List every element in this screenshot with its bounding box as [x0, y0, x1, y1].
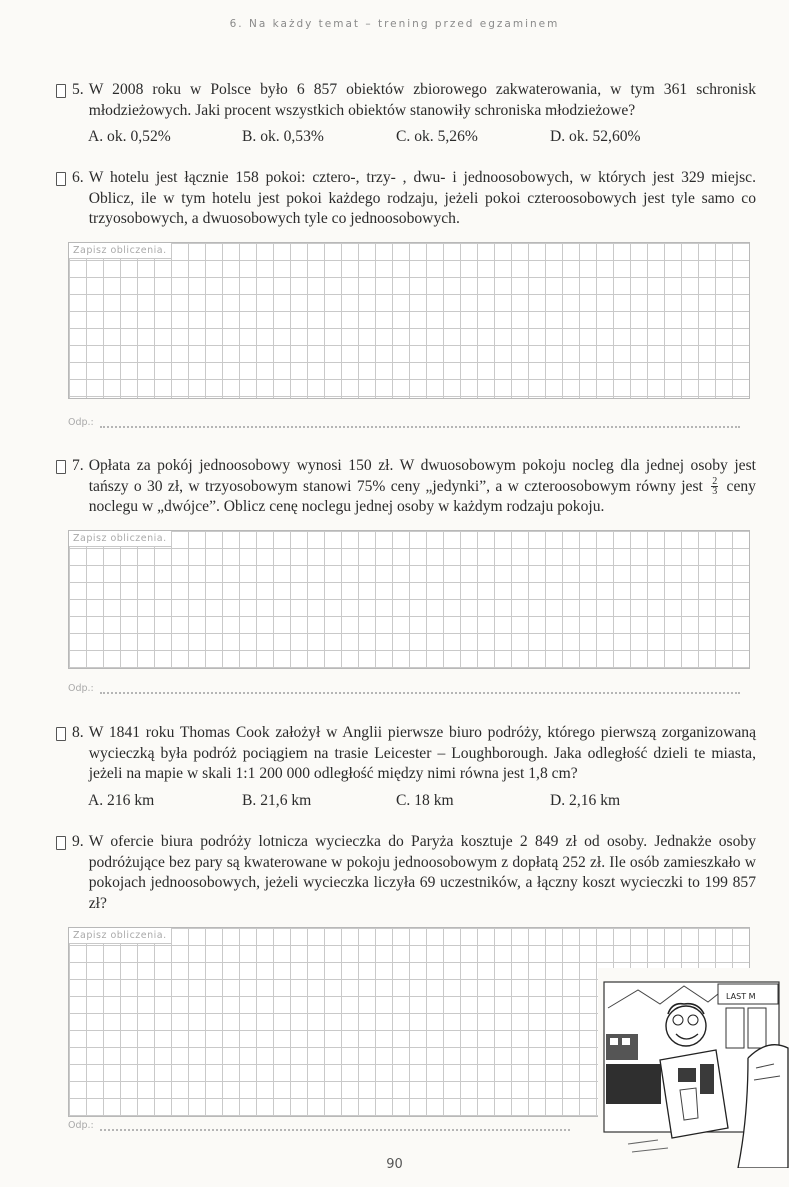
task-6-text: W hotelu jest łącznie 158 pokoi: cztero-, trzy- , dwu- i jednoosobowych, w których jest 329 miejsc. Oblicz, ile w tym hotelu jest pokoi każdego rodzaju, jeżeli pokoi czteroosobowych jest tyle samo co trzyosobowych, a dwuosobowych tyle co jednoosobowych. — [88, 169, 756, 227]
answer-option-d[interactable]: D. 2,16 km — [550, 791, 621, 809]
task-9-text: W ofercie biura podróży lotnicza wycieczka do Paryża kosztuje 2 849 zł od osoby. Jednakże osoby podróżujące bez pary są kwaterowane w pokoju jednoosobowym z dopłatą 252 zł. Ile osób zamieszkało w pokojach jednoosobowych, jeżeli wycieczka liczyła 69 uczestników, a łączny koszt wycieczki to 199 857 zł? — [88, 833, 756, 912]
answer-option-c[interactable]: C. 18 km — [396, 791, 454, 809]
task-7-text-part-1: Opłata za pokój jednoosobowy wynosi 150 zł. W dwuosobowym pokoju nocleg dla jednej osoby jest tańszy o 30 zł, w trzyosobowym stanowi 75% ceny „jedynki”, a w czteroosobowym równy jest — [88, 457, 756, 495]
fraction-numerator: 2 — [712, 476, 718, 488]
task-6 — [56, 168, 756, 230]
running-header: 6. Na każdy temat – trening przed egzaminem — [229, 18, 560, 30]
answer-label: Odp.: — [68, 417, 94, 428]
answer-option-b[interactable]: B. ok. 0,53% — [242, 128, 324, 145]
task-7-text-part-2: ceny noclegu w „dwójce”. Oblicz cenę noclegu jednej osoby w każdym rodzaju pokoju. — [88, 477, 756, 515]
answer-option-a[interactable]: A. 216 km — [88, 791, 155, 809]
task-7 — [56, 456, 756, 518]
task-6-checkbox[interactable] — [56, 172, 66, 186]
calc-grid-label: Zapisz obliczenia. — [69, 243, 172, 259]
task-7-text — [89, 456, 756, 518]
task-8 — [56, 723, 756, 811]
sign-text: LAST M — [726, 992, 756, 1001]
answer-label: Odp.: — [68, 683, 94, 694]
answer-line-task-9[interactable] — [68, 1120, 570, 1131]
calc-grid-task-6[interactable] — [68, 242, 750, 399]
answer-dots — [100, 1121, 570, 1131]
task-5-checkbox[interactable] — [56, 84, 66, 98]
answer-line-task-7[interactable] — [68, 683, 740, 694]
calc-grid-task-7[interactable] — [68, 530, 750, 669]
task-9 — [56, 832, 756, 914]
fraction-two-thirds — [711, 477, 718, 496]
task-5 — [56, 80, 756, 148]
fraction-denominator: 3 — [712, 486, 718, 498]
task-9-checkbox[interactable] — [56, 836, 66, 850]
tourist-cartoon-illustration — [598, 968, 789, 1168]
task-6-number: 6. — [72, 169, 84, 186]
task-7-checkbox[interactable] — [56, 460, 66, 474]
answer-dots — [100, 684, 740, 694]
task-7-number: 7. — [72, 457, 84, 474]
task-9-number: 9. — [72, 833, 84, 850]
answer-option-d[interactable]: D. ok. 52,60% — [550, 128, 641, 145]
calc-grid-label: Zapisz obliczenia. — [69, 928, 172, 944]
task-8-number: 8. — [72, 724, 84, 741]
calc-grid-label: Zapisz obliczenia. — [69, 531, 172, 547]
answer-option-a[interactable]: A. ok. 0,52% — [88, 128, 171, 145]
answer-option-b[interactable]: B. 21,6 km — [242, 791, 312, 809]
task-8-answers — [88, 791, 756, 812]
task-5-answers — [88, 127, 756, 148]
task-5-text: W 2008 roku w Polsce było 6 857 obiektów zbiorowego zakwaterowania, w tym 361 schronisk młodzieżowych. Jaki procent wszystkich obiektów stanowiły schroniska młodzieżowe? — [88, 81, 756, 119]
answer-option-c[interactable]: C. ok. 5,26% — [396, 128, 478, 145]
task-5-number: 5. — [72, 81, 84, 98]
answer-line-task-6[interactable] — [68, 417, 740, 428]
task-8-checkbox[interactable] — [56, 727, 66, 741]
page-number: 90 — [386, 1157, 403, 1172]
task-8-text: W 1841 roku Thomas Cook założył w Anglii pierwsze biuro podróży, którego pierwszą zorganizowaną wycieczką była podróż pociągiem na trasie Leicester – Loughborough. Jaka odległość dzieli te miasta, jeżeli na mapie w skali 1:1 200 000 odległość między nimi równa jest 1,8 cm? — [88, 724, 756, 782]
answer-label: Odp.: — [68, 1120, 94, 1131]
cartoon-drawing — [598, 968, 789, 1168]
answer-dots — [100, 418, 740, 428]
